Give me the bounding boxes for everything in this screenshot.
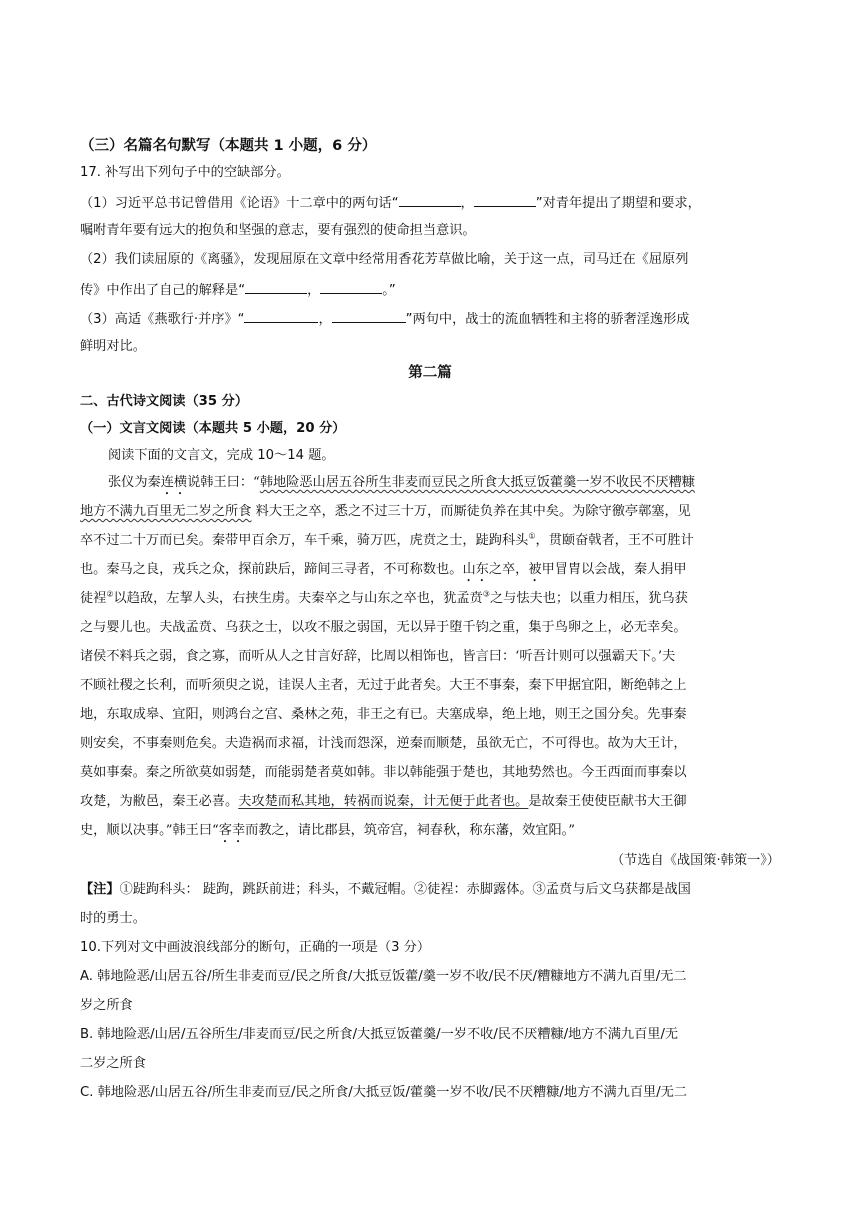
part-title: 第二篇 <box>408 365 452 381</box>
option-a[interactable]: A. 韩地险恶/山居五谷/所生非麦而豆/民之所食/大抵豆饭藿/羹一岁不收/民不厌/糟糠地方不满九百里/无二 <box>80 969 687 984</box>
answer-blank[interactable] <box>399 193 461 207</box>
answer-blank[interactable] <box>320 280 382 294</box>
passage-line: 诸侯不料兵之弱，食之寡，而听从人之甘言好辞，比周以相饰也，皆言曰：‘听吾计则可以强霸天下。’夫 <box>80 649 676 664</box>
passage-line: 莫如事秦。秦之所欲莫如弱楚，而能弱楚者莫如韩。非以韩能强于楚也，其地势然也。今王西面而事秦以 <box>80 765 687 780</box>
footnote-marker: ① <box>528 531 536 541</box>
passage-line: 卒不过二十万而已矣。秦带甲百余万，车千乘，骑万匹，虎贲之士，跿跔科头①，贯颐奋戟者，王不可胜计 <box>80 531 694 548</box>
option-c[interactable]: C. 韩地险恶/山居五谷/所生非麦而豆/民之所食/大抵豆饭/藿羹一岁不收/民不厌糟糠/地方不满九百里/无二 <box>80 1085 688 1100</box>
subsection-heading: （一）文言文阅读（本题共 5 小题，20 分） <box>80 421 346 436</box>
option-b[interactable]: B. 韩地险恶/山居/五谷所生/非麦而豆/民之所食/大抵豆饭藿羹/一岁不收/民不厌糟糠/地方不满九百里/无 <box>80 1027 679 1042</box>
answer-blank[interactable] <box>245 280 307 294</box>
passage-line: 史，顺以决事。”韩王曰“客幸而教之，请比郡县，筑帝宫，祠春秋，称东藩，效宜阳。” <box>80 823 575 838</box>
passage-line: 则安矣，不事秦则危矣。夫造祸而求福，计浅而怨深，逆秦而顺楚，虽欲无亡，不可得也。故为大王计， <box>80 736 687 751</box>
footnote-marker: ③ <box>482 589 490 599</box>
question-17-item-2-cont: 传》中作出了自己的解释是“ ， 。” <box>80 280 396 300</box>
question-17-item-3-cont: 鲜明对比。 <box>80 339 146 354</box>
question-17-item-2: （2）我们读屈原的《离骚》，发现屈原在文章中经常用香花芳草做比喻，关于这一点，司马迁在《屈原列 <box>80 252 689 267</box>
question-17-stem: 17. 补写出下列句子中的空缺部分。 <box>80 165 290 180</box>
answer-blank[interactable] <box>332 309 406 323</box>
wavy-underlined-text: 韩地险恶山居五谷所生非麦而豆民之所食大抵豆饭藿羹一岁不收民不厌糟糠 <box>259 475 695 490</box>
passage-line: 张仪为秦连横说韩王曰：“韩地险恶山居五谷所生非麦而豆民之所食大抵豆饭藿羹一岁不收民不厌糟糠 <box>108 475 695 490</box>
passage-line: 之与婴儿也。夫战孟贲、乌获之士，以攻不服之弱国，无以异于堕千钧之重，集于鸟卵之上，必无幸矣。 <box>80 620 687 635</box>
question-10-stem: 10.下列对文中画波浪线部分的断句，正确的一项是（3 分） <box>80 940 431 955</box>
option-a-cont: 岁之所食 <box>80 998 133 1013</box>
section-heading: （三）名篇名句默写（本题共 1 小题，6 分） <box>80 138 377 154</box>
answer-blank[interactable] <box>244 309 318 323</box>
notes-line: 时的勇士。 <box>80 911 146 926</box>
instruction-text: 阅读下面的文言文，完成 10～14 题。 <box>108 448 335 463</box>
wavy-underlined-text: 地方不满九百里无二岁之所食 <box>80 504 252 519</box>
option-b-cont: 二岁之所食 <box>80 1056 146 1071</box>
section-2-heading: 二、古代诗文阅读（35 分） <box>80 394 249 409</box>
notes-line: 【注】①跿跔科头： 跿跔，跳跃前进；科头，不戴冠帽。②徒裎：赤脚露体。③孟贲与后文乌获都是战国 <box>80 882 691 897</box>
passage-line: 地，东取成皋、宜阳，则鸿台之宫、桑林之苑，非王之有已。夫塞成皋，绝上地，则王之国分矣。先事秦 <box>80 707 687 722</box>
passage-line: 徒裎②以趋敌，左挈人头，右挟生虏。夫秦卒之与山东之卒也，犹孟贲③之与怯夫也；以重力相压，犹乌获 <box>80 589 688 606</box>
passage-line: 地方不满九百里无二岁之所食 料大王之卒，悉之不过三十万，而厮徒负养在其中矣。为除守徼亭鄣塞，见 <box>80 504 691 519</box>
source-citation: （节选自《战国策·韩策一》） <box>610 853 780 868</box>
question-17-item-1: （1）习近平总书记曾借用《论语》十二章中的两句话“ ， ”对青年提出了期望和要求， <box>80 193 701 213</box>
underlined-sentence: 夫攻楚而私其地，转祸而说秦，计无便于此者也。 <box>238 794 529 809</box>
passage-line: 也。秦马之良，戎兵之众，探前趹后，蹄间三寻者，不可称数也。山东之卒，被甲冒胄以会战，秦人捐甲 <box>80 562 687 577</box>
footnote-marker: ② <box>106 589 114 599</box>
passage-line: 攻楚，为敝邑，秦王必喜。夫攻楚而私其地，转祸而说秦，计无便于此者也。是故秦王使使臣献书大王御 <box>80 794 687 809</box>
question-17-item-3: （3）高适《燕歌行·并序》“ ， ”两句中，战士的流血牺牲和主将的骄奢淫逸形成 <box>80 309 689 329</box>
question-17-item-1-cont: 嘱咐青年要有远大的抱负和坚强的意志，要有强烈的使命担当意识。 <box>80 223 476 238</box>
answer-blank[interactable] <box>474 193 536 207</box>
passage-line: 不顾社稷之长利，而听须臾之说，诖误人主者，无过于此者矣。大王不事秦，秦下甲据宜阳，断绝韩之上 <box>80 678 687 693</box>
